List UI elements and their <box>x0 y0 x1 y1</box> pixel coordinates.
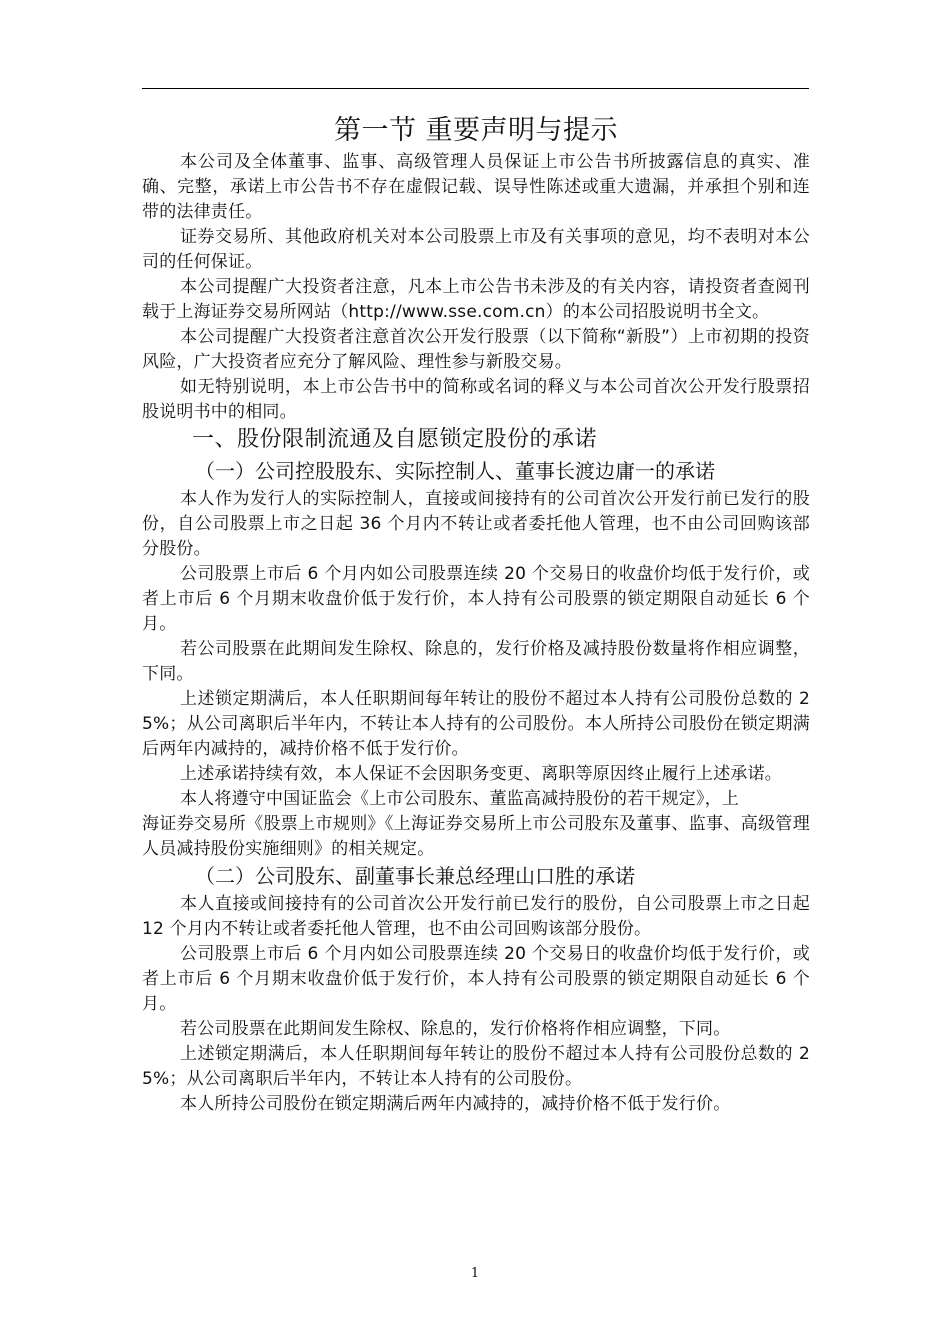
commitment-paragraph: 上述锁定期满后，本人任职期间每年转让的股份不超过本人持有公司股份总数的 25%；从公司离职后半年内，不转让本人持有的公司股份。 <box>142 1044 810 1089</box>
commitment-paragraph: 本人作为发行人的实际控制人，直接或间接持有的公司首次公开发行前已发行的股份，自公司股票上市之日起 36 个月内不转让或者委托他人管理，也不由公司回购该部分股份。 <box>142 489 810 559</box>
commitment-paragraph: 若公司股票在此期间发生除权、除息的，发行价格将作相应调整，下同。 <box>180 1019 731 1039</box>
commitment-paragraph: 本人所持公司股份在锁定期满后两年内减持的，减持价格不低于发行价。 <box>180 1094 731 1114</box>
header-rule <box>142 88 809 89</box>
commitment-paragraph-continuation: 海证券交易所《股票上市规则》《上海证券交易所上市公司股东及董事、监事、高级管理人员减持股份实施细则》的相关规定。 <box>142 814 810 859</box>
intro-paragraph: 证券交易所、其他政府机关对本公司股票上市及有关事项的意见，均不表明对本公司的任何保证。 <box>142 227 810 272</box>
commitment-paragraph: 本人将遵守中国证监会《上市公司股东、董监高减持股份的若干规定》，上 <box>180 789 740 809</box>
commitment-paragraph: 上述承诺持续有效，本人保证不会因职务变更、离职等原因终止履行上述承诺。 <box>180 764 782 784</box>
heading-lockup-commitments: 一、股份限制流通及自愿锁定股份的承诺 <box>192 427 598 452</box>
commitment-paragraph: 公司股票上市后 6 个月内如公司股票连续 20 个交易日的收盘价均低于发行价，或者上市后 6 个月期末收盘价低于发行价，本人持有公司股票的锁定期限自动延长 6 个月。 <box>142 564 810 634</box>
commitment-paragraph: 本人直接或间接持有的公司首次公开发行前已发行的股份，自公司股票上市之日起 12 个月内不转让或者委托他人管理，也不由公司回购该部分股份。 <box>142 894 810 939</box>
document-body <box>142 112 810 1117</box>
subheading-vice-chairman: （二）公司股东、副董事长兼总经理山口胜的承诺 <box>195 864 635 888</box>
intro-paragraph: 本公司提醒广大投资者注意首次公开发行股票（以下简称“新股”）上市初期的投资风险，广大投资者应充分了解风险、理性参与新股交易。 <box>142 327 810 372</box>
intro-paragraph: 如无特别说明，本上市公告书中的简称或名词的释义与本公司首次公开发行股票招股说明书中的相同。 <box>142 377 810 422</box>
commitment-paragraph: 公司股票上市后 6 个月内如公司股票连续 20 个交易日的收盘价均低于发行价，或者上市后 6 个月期末收盘价低于发行价，本人持有公司股票的锁定期限自动延长 6 个月。 <box>142 944 810 1014</box>
page-number: 1 <box>470 1266 480 1281</box>
section-title: 第一节 重要声明与提示 <box>333 115 619 146</box>
intro-paragraph: 本公司及全体董事、监事、高级管理人员保证上市公告书所披露信息的真实、准确、完整，承诺上市公告书不存在虚假记载、误导性陈述或重大遗漏，并承担个别和连带的法律责任。 <box>142 152 810 222</box>
commitment-paragraph: 上述锁定期满后，本人任职期间每年转让的股份不超过本人持有公司股份总数的 25%；从公司离职后半年内，不转让本人持有的公司股份。本人所持公司股份在锁定期满后两年内减持的，减持价格不低于发行价。 <box>142 689 810 759</box>
intro-paragraph: 本公司提醒广大投资者注意，凡本上市公告书未涉及的有关内容，请投资者查阅刊载于上海证券交易所网站（http://www.sse.com.cn）的本公司招股说明书全文。 <box>142 277 810 322</box>
commitment-paragraph: 若公司股票在此期间发生除权、除息的，发行价格及减持股份数量将作相应调整，下同。 <box>142 639 810 684</box>
subheading-controlling-shareholder: （一）公司控股股东、实际控制人、董事长渡边庸一的承诺 <box>195 459 715 483</box>
